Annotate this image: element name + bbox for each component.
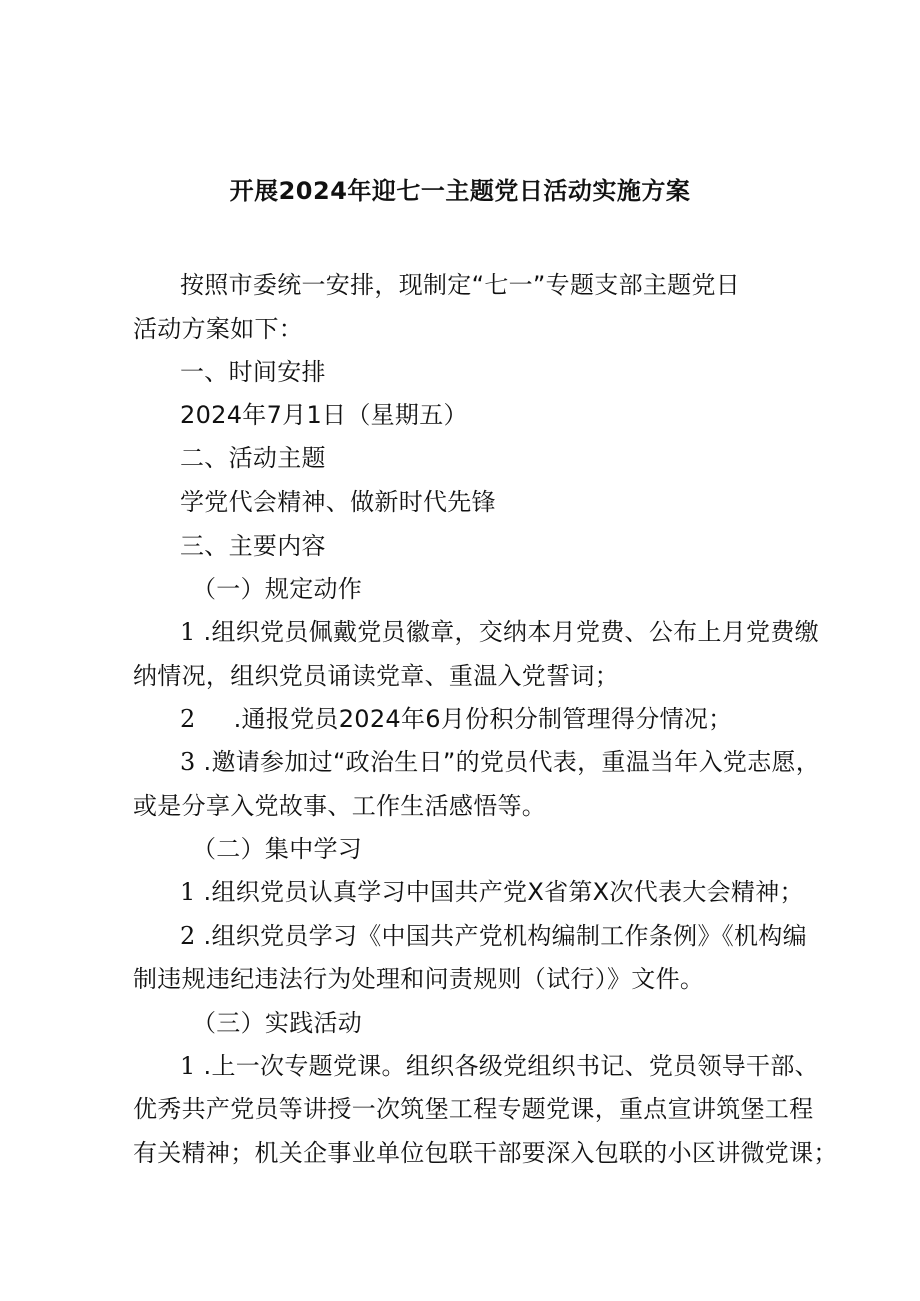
study-item-1: [180, 875, 804, 909]
study-item-2-line-1: [180, 919, 807, 953]
section-heading-theme: 二、活动主题: [180, 444, 326, 472]
list-item-text: .组织党员学习《中国共产党机构编制工作条例》《机构编: [203, 922, 807, 950]
subsection-heading-practice: （三）实践活动: [192, 1009, 363, 1037]
practice-item-1-line-2: 优秀共产党员等讲授一次筑堡工程专题党课，重点宣讲筑堡工程: [133, 1095, 814, 1123]
list-item-number: 1: [180, 618, 196, 646]
list-item-text: .组织党员佩戴党员徽章，交纳本月党费、公布上月党费缴: [203, 618, 819, 646]
list-item-3-line-2: 或是分享入党故事、工作生活感悟等。: [133, 792, 547, 820]
practice-item-1-line-3: 有关精神；机关企事业单位包联干部要深入包联的小区讲微党课；: [133, 1139, 838, 1167]
list-item-number: 1: [180, 1052, 196, 1080]
subsection-heading-study: （二）集中学习: [192, 835, 363, 863]
subsection-heading-required-actions: （一）规定动作: [192, 575, 363, 603]
activity-date: 2024年7月1日（星期五）: [180, 401, 468, 429]
section-heading-content: 三、主要内容: [180, 532, 326, 560]
list-item-3-line-1: [180, 745, 820, 779]
list-item-number: 1: [180, 878, 196, 906]
list-item-1-line-2: 纳情况，组织党员诵读党章、重温入党誓词；: [133, 662, 619, 690]
list-item-2: [180, 702, 732, 736]
list-item-text: .组织党员认真学习中国共产党X省第X次代表大会精神；: [203, 878, 804, 906]
study-item-2-line-2: 制违规违纪违法行为处理和问责规则（试行）》文件。: [133, 965, 705, 993]
document-title: 开展2024年迎七一主题党日活动实施方案: [229, 177, 691, 205]
list-item-text: .上一次专题党课。组织各级党组织书记、党员领导干部、: [203, 1052, 819, 1080]
list-item-number: 3: [180, 748, 196, 776]
activity-theme: 学党代会精神、做新时代先锋: [180, 488, 496, 516]
list-item-number: 2: [180, 705, 196, 733]
list-item-1-line-1: [180, 615, 819, 649]
practice-item-1-line-1: [180, 1049, 819, 1083]
list-item-text: .通报党员2024年6月份积分制管理得分情况；: [233, 705, 733, 733]
intro-paragraph-line-2: 活动方案如下：: [133, 315, 304, 343]
intro-paragraph-line-1: 按照市委统一安排，现制定“七一”专题支部主题党日: [180, 271, 741, 299]
list-item-text: .邀请参加过“政治生日”的党员代表，重温当年入党志愿，: [203, 748, 821, 776]
section-heading-time: 一、时间安排: [180, 358, 326, 386]
list-item-number: 2: [180, 922, 196, 950]
